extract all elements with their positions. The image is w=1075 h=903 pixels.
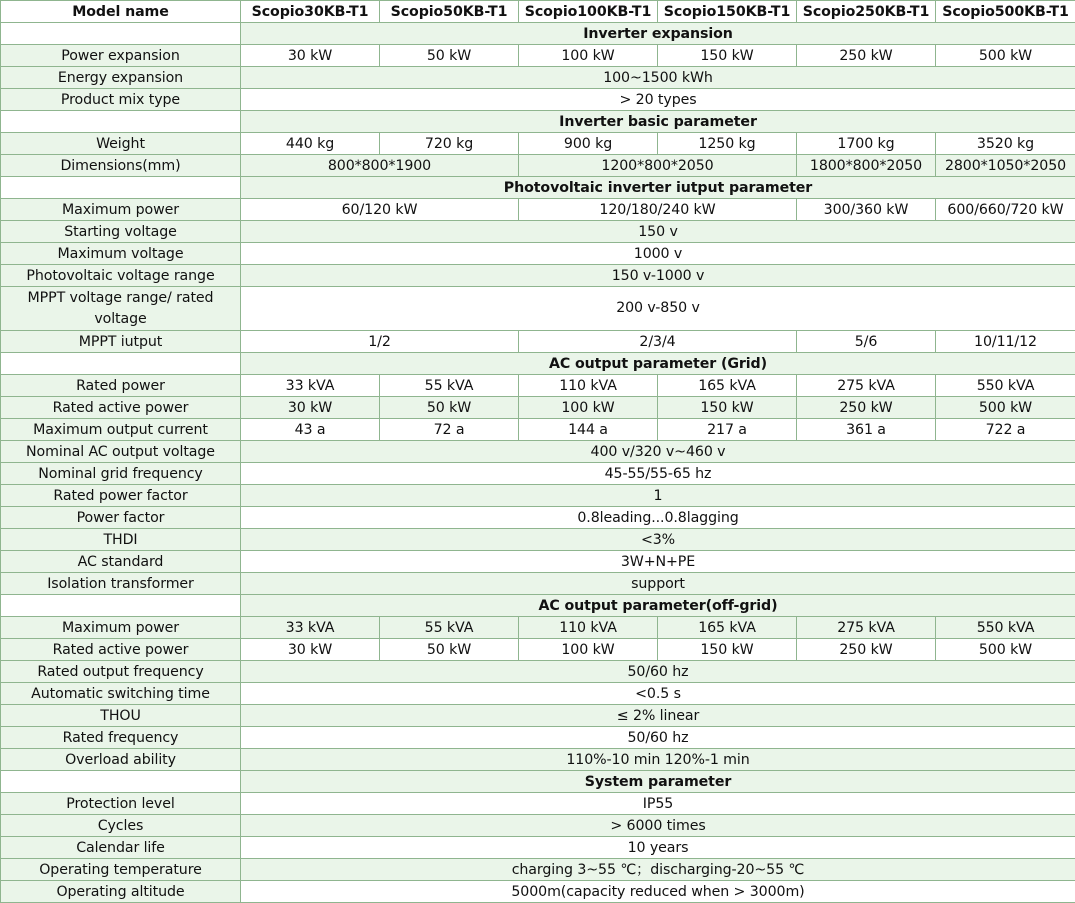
model-name-header: Model name	[1, 1, 241, 23]
cell-value: 144 a	[519, 419, 658, 441]
cell-value: 440 kg	[241, 133, 380, 155]
table-row	[1, 133, 1075, 155]
cell-value: 250 kW	[797, 45, 936, 67]
cell-value: 250 kW	[797, 397, 936, 419]
cell-value: ≤ 2% linear	[241, 705, 1075, 727]
cell-value: charging 3~55 ℃；discharging-20~55 ℃	[241, 859, 1075, 881]
cell-value: 50/60 hz	[241, 727, 1075, 749]
cell-value: <0.5 s	[241, 683, 1075, 705]
cell-value: 72 a	[380, 419, 519, 441]
cell-value: support	[241, 573, 1075, 595]
table-row	[1, 67, 1075, 89]
row-label: Operating temperature	[1, 859, 241, 881]
section-spacer	[1, 23, 241, 45]
cell-value: 2/3/4	[519, 331, 797, 353]
cell-value: 800*800*1900	[241, 155, 519, 177]
section-row	[1, 353, 1075, 375]
section-title: Photovoltaic inverter iutput parameter	[241, 177, 1075, 199]
table-row	[1, 661, 1075, 683]
cell-value: 275 kVA	[797, 617, 936, 639]
cell-value: 100 kW	[519, 639, 658, 661]
cell-value: 55 kVA	[380, 617, 519, 639]
table-row	[1, 617, 1075, 639]
row-label: Maximum voltage	[1, 243, 241, 265]
section-spacer	[1, 177, 241, 199]
section-row	[1, 771, 1075, 793]
row-label: Rated active power	[1, 639, 241, 661]
row-label: Automatic switching time	[1, 683, 241, 705]
cell-value: 33 kVA	[241, 375, 380, 397]
cell-value: 50 kW	[380, 45, 519, 67]
table-row	[1, 639, 1075, 661]
row-label: Maximum output current	[1, 419, 241, 441]
table-row	[1, 155, 1075, 177]
cell-value: 550 kVA	[936, 617, 1075, 639]
row-label: Maximum power	[1, 617, 241, 639]
table-row	[1, 705, 1075, 727]
row-label: Nominal AC output voltage	[1, 441, 241, 463]
cell-value: 217 a	[658, 419, 797, 441]
cell-value: 10/11/12	[936, 331, 1075, 353]
table-row	[1, 749, 1075, 771]
row-label: Dimensions(mm)	[1, 155, 241, 177]
row-label: AC standard	[1, 551, 241, 573]
section-title: Inverter expansion	[241, 23, 1075, 45]
table-row	[1, 463, 1075, 485]
model-header: Scopio30KB-T1	[241, 1, 380, 23]
row-label: Maximum power	[1, 199, 241, 221]
section-title: AC output parameter(off-grid)	[241, 595, 1075, 617]
table-row	[1, 331, 1075, 353]
cell-value: 1/2	[241, 331, 519, 353]
cell-value: 500 kW	[936, 45, 1075, 67]
cell-value: 33 kVA	[241, 617, 380, 639]
cell-value: 55 kVA	[380, 375, 519, 397]
cell-value: > 6000 times	[241, 815, 1075, 837]
cell-value: 165 kVA	[658, 375, 797, 397]
cell-value: 500 kW	[936, 639, 1075, 661]
cell-value: 300/360 kW	[797, 199, 936, 221]
section-spacer	[1, 771, 241, 793]
row-label: THOU	[1, 705, 241, 727]
table-row	[1, 265, 1075, 287]
table-row	[1, 859, 1075, 881]
table-row	[1, 507, 1075, 529]
row-label: Energy expansion	[1, 67, 241, 89]
row-label: Product mix type	[1, 89, 241, 111]
model-header: Scopio50KB-T1	[380, 1, 519, 23]
row-label: THDI	[1, 529, 241, 551]
section-title: Inverter basic parameter	[241, 111, 1075, 133]
cell-value: 165 kVA	[658, 617, 797, 639]
section-row	[1, 595, 1075, 617]
table-row	[1, 221, 1075, 243]
table-row	[1, 573, 1075, 595]
cell-value: 5000m(capacity reduced when > 3000m)	[241, 881, 1075, 903]
cell-value: 0.8leading...0.8lagging	[241, 507, 1075, 529]
section-row	[1, 177, 1075, 199]
table-row	[1, 287, 1075, 331]
cell-value: 45-55/55-65 hz	[241, 463, 1075, 485]
row-label: Nominal grid frequency	[1, 463, 241, 485]
row-label: Operating altitude	[1, 881, 241, 903]
model-header: Scopio150KB-T1	[658, 1, 797, 23]
cell-value: > 20 types	[241, 89, 1075, 111]
row-label: MPPT iutput	[1, 331, 241, 353]
cell-value: 600/660/720 kW	[936, 199, 1075, 221]
row-label: Rated active power	[1, 397, 241, 419]
cell-value: 150 v	[241, 221, 1075, 243]
table-row	[1, 837, 1075, 859]
table-row	[1, 397, 1075, 419]
cell-value: 150 kW	[658, 45, 797, 67]
cell-value: 150 v-1000 v	[241, 265, 1075, 287]
model-header: Scopio100KB-T1	[519, 1, 658, 23]
row-label: Rated frequency	[1, 727, 241, 749]
table-row	[1, 375, 1075, 397]
table-row	[1, 793, 1075, 815]
cell-value: 275 kVA	[797, 375, 936, 397]
row-label: Photovoltaic voltage range	[1, 265, 241, 287]
cell-value: 50 kW	[380, 639, 519, 661]
cell-value: 30 kW	[241, 397, 380, 419]
cell-value: <3%	[241, 529, 1075, 551]
cell-value: 1800*800*2050	[797, 155, 936, 177]
model-header: Scopio250KB-T1	[797, 1, 936, 23]
table-row	[1, 485, 1075, 507]
table-row	[1, 815, 1075, 837]
row-label: Cycles	[1, 815, 241, 837]
row-label: Rated power	[1, 375, 241, 397]
cell-value: 43 a	[241, 419, 380, 441]
cell-value: 5/6	[797, 331, 936, 353]
model-header: Scopio500KB-T1	[936, 1, 1075, 23]
section-spacer	[1, 111, 241, 133]
table-row	[1, 683, 1075, 705]
row-label: Rated output frequency	[1, 661, 241, 683]
cell-value: 550 kVA	[936, 375, 1075, 397]
cell-value: 722 a	[936, 419, 1075, 441]
row-label: Power expansion	[1, 45, 241, 67]
row-label: Rated power factor	[1, 485, 241, 507]
cell-value: 100 kW	[519, 397, 658, 419]
cell-value: 110 kVA	[519, 375, 658, 397]
row-label: Power factor	[1, 507, 241, 529]
cell-value: IP55	[241, 793, 1075, 815]
cell-value: 1200*800*2050	[519, 155, 797, 177]
cell-value: 50 kW	[380, 397, 519, 419]
cell-value: 250 kW	[797, 639, 936, 661]
cell-value: 1	[241, 485, 1075, 507]
cell-value: 110%-10 min 120%-1 min	[241, 749, 1075, 771]
row-label: Weight	[1, 133, 241, 155]
table-row	[1, 551, 1075, 573]
cell-value: 60/120 kW	[241, 199, 519, 221]
cell-value: 1700 kg	[797, 133, 936, 155]
cell-value: 3W+N+PE	[241, 551, 1075, 573]
cell-value: 361 a	[797, 419, 936, 441]
cell-value: 120/180/240 kW	[519, 199, 797, 221]
table-row	[1, 243, 1075, 265]
section-row	[1, 23, 1075, 45]
table-row	[1, 727, 1075, 749]
cell-value: 100~1500 kWh	[241, 67, 1075, 89]
cell-value: 100 kW	[519, 45, 658, 67]
cell-value: 2800*1050*2050	[936, 155, 1075, 177]
section-title: System parameter	[241, 771, 1075, 793]
table-row	[1, 419, 1075, 441]
table-row	[1, 89, 1075, 111]
cell-value: 720 kg	[380, 133, 519, 155]
table-row	[1, 199, 1075, 221]
cell-value: 1000 v	[241, 243, 1075, 265]
header-row	[1, 1, 1075, 23]
row-label: Protection level	[1, 793, 241, 815]
row-label: Isolation transformer	[1, 573, 241, 595]
cell-value: 400 v/320 v~460 v	[241, 441, 1075, 463]
cell-value: 150 kW	[658, 397, 797, 419]
section-spacer	[1, 353, 241, 375]
section-spacer	[1, 595, 241, 617]
row-label: Overload ability	[1, 749, 241, 771]
cell-value: 10 years	[241, 837, 1075, 859]
cell-value: 1250 kg	[658, 133, 797, 155]
row-label: Starting voltage	[1, 221, 241, 243]
table-row	[1, 529, 1075, 551]
row-label: Calendar life	[1, 837, 241, 859]
cell-value: 50/60 hz	[241, 661, 1075, 683]
cell-value: 30 kW	[241, 639, 380, 661]
section-title: AC output parameter (Grid)	[241, 353, 1075, 375]
table-row	[1, 441, 1075, 463]
table-row	[1, 45, 1075, 67]
cell-value: 110 kVA	[519, 617, 658, 639]
row-label: MPPT voltage range/ rated voltage	[1, 287, 241, 331]
cell-value: 500 kW	[936, 397, 1075, 419]
cell-value: 30 kW	[241, 45, 380, 67]
cell-value: 200 v-850 v	[241, 287, 1075, 331]
cell-value: 900 kg	[519, 133, 658, 155]
table-row	[1, 881, 1075, 903]
cell-value: 150 kW	[658, 639, 797, 661]
section-row	[1, 111, 1075, 133]
cell-value: 3520 kg	[936, 133, 1075, 155]
